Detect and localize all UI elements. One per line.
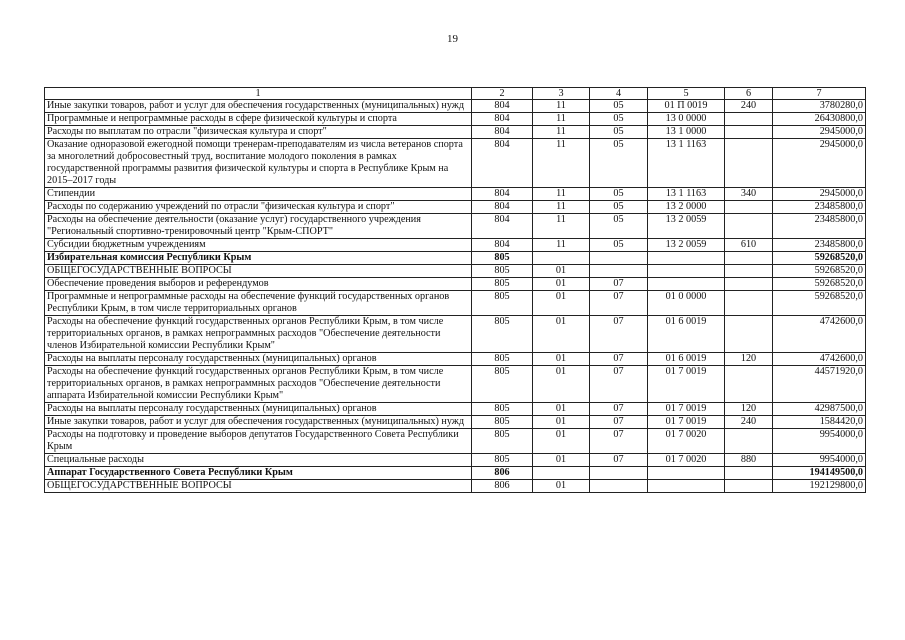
row-subsection: 05 bbox=[590, 214, 648, 239]
row-subsection: 05 bbox=[590, 239, 648, 252]
table-row bbox=[45, 100, 866, 113]
row-expense-type bbox=[725, 113, 773, 126]
row-target-article: 13 2 0000 bbox=[648, 201, 725, 214]
table-row bbox=[45, 316, 866, 353]
row-target-article: 01 6 0019 bbox=[648, 353, 725, 366]
row-amount: 2945000,0 bbox=[773, 188, 866, 201]
row-section: 01 bbox=[533, 278, 590, 291]
row-subsection: 05 bbox=[590, 100, 648, 113]
row-description: Расходы на обеспечение функций государственных органов Республики Крым, в том числе территориальных органов, в рамках непрограммных расходов "Обеспечение деятельности членов Избирательной комиссии Республики Крым" bbox=[45, 316, 472, 353]
header-col-1: 1 bbox=[45, 88, 472, 100]
row-amount: 4742600,0 bbox=[773, 353, 866, 366]
row-subsection: 07 bbox=[590, 291, 648, 316]
table-row bbox=[45, 480, 866, 493]
row-description: Расходы на обеспечение функций государственных органов Республики Крым, в том числе территориальных органов, в рамках непрограммных расходов "Обеспечение деятельности аппарата Избирательной комиссии Республики Крым" bbox=[45, 366, 472, 403]
row-expense-type: 610 bbox=[725, 239, 773, 252]
header-col-2: 2 bbox=[472, 88, 533, 100]
table-row bbox=[45, 403, 866, 416]
row-subsection: 05 bbox=[590, 139, 648, 188]
row-subsection: 07 bbox=[590, 353, 648, 366]
table-row bbox=[45, 214, 866, 239]
row-target-article bbox=[648, 252, 725, 265]
row-dept-code: 806 bbox=[472, 480, 533, 493]
header-col-5: 5 bbox=[648, 88, 725, 100]
row-amount: 23485800,0 bbox=[773, 214, 866, 239]
row-expense-type bbox=[725, 252, 773, 265]
table-body bbox=[45, 100, 866, 493]
table-row bbox=[45, 201, 866, 214]
row-amount: 4742600,0 bbox=[773, 316, 866, 353]
row-expense-type bbox=[725, 214, 773, 239]
row-target-article bbox=[648, 480, 725, 493]
table-row bbox=[45, 429, 866, 454]
row-dept-code: 805 bbox=[472, 353, 533, 366]
row-description: Программные и непрограммные расходы на обеспечение функций государственных органов Республики Крым, в том числе территориальных органов bbox=[45, 291, 472, 316]
row-dept-code: 805 bbox=[472, 454, 533, 467]
row-subsection: 05 bbox=[590, 188, 648, 201]
row-expense-type: 880 bbox=[725, 454, 773, 467]
row-target-article: 13 1 1163 bbox=[648, 188, 725, 201]
row-amount: 44571920,0 bbox=[773, 366, 866, 403]
row-amount: 26430800,0 bbox=[773, 113, 866, 126]
row-section bbox=[533, 252, 590, 265]
row-subsection: 07 bbox=[590, 278, 648, 291]
row-description: Расходы на обеспечение деятельности (оказание услуг) государственного учреждения "Региональный спортивно-тренировочный центр "Крым-СПОРТ" bbox=[45, 214, 472, 239]
row-expense-type bbox=[725, 429, 773, 454]
row-subsection bbox=[590, 480, 648, 493]
row-description: Программные и непрограммные расходы в сфере физической культуры и спорта bbox=[45, 113, 472, 126]
row-description: Избирательная комиссия Республики Крым bbox=[45, 252, 472, 265]
row-amount: 192129800,0 bbox=[773, 480, 866, 493]
row-target-article: 01 0 0000 bbox=[648, 291, 725, 316]
row-section: 11 bbox=[533, 100, 590, 113]
row-section: 01 bbox=[533, 353, 590, 366]
row-dept-code: 805 bbox=[472, 252, 533, 265]
table-row bbox=[45, 278, 866, 291]
row-target-article: 01 7 0019 bbox=[648, 366, 725, 403]
row-section: 01 bbox=[533, 454, 590, 467]
table-row bbox=[45, 467, 866, 480]
row-dept-code: 805 bbox=[472, 403, 533, 416]
row-target-article: 13 1 1163 bbox=[648, 139, 725, 188]
row-dept-code: 804 bbox=[472, 100, 533, 113]
row-section: 01 bbox=[533, 265, 590, 278]
table-row bbox=[45, 188, 866, 201]
row-dept-code: 805 bbox=[472, 366, 533, 403]
row-description: Аппарат Государственного Совета Республики Крым bbox=[45, 467, 472, 480]
row-amount: 59268520,0 bbox=[773, 265, 866, 278]
row-subsection: 07 bbox=[590, 454, 648, 467]
row-expense-type bbox=[725, 316, 773, 353]
row-description: Расходы по содержанию учреждений по отрасли "физическая культура и спорт" bbox=[45, 201, 472, 214]
row-target-article: 13 2 0059 bbox=[648, 239, 725, 252]
row-subsection bbox=[590, 265, 648, 278]
row-amount: 59268520,0 bbox=[773, 252, 866, 265]
row-section: 11 bbox=[533, 139, 590, 188]
row-description: Иные закупки товаров, работ и услуг для обеспечения государственных (муниципальных) нужд bbox=[45, 416, 472, 429]
row-expense-type: 240 bbox=[725, 416, 773, 429]
row-amount: 194149500,0 bbox=[773, 467, 866, 480]
row-target-article bbox=[648, 265, 725, 278]
row-description: Субсидии бюджетным учреждениям bbox=[45, 239, 472, 252]
row-dept-code: 805 bbox=[472, 291, 533, 316]
row-description: Специальные расходы bbox=[45, 454, 472, 467]
row-description: Расходы на выплаты персоналу государственных (муниципальных) органов bbox=[45, 353, 472, 366]
row-expense-type: 120 bbox=[725, 353, 773, 366]
row-section: 01 bbox=[533, 480, 590, 493]
row-section: 11 bbox=[533, 201, 590, 214]
table-row bbox=[45, 126, 866, 139]
row-dept-code: 804 bbox=[472, 113, 533, 126]
row-dept-code: 806 bbox=[472, 467, 533, 480]
row-description: ОБЩЕГОСУДАРСТВЕННЫЕ ВОПРОСЫ bbox=[45, 480, 472, 493]
row-expense-type: 120 bbox=[725, 403, 773, 416]
row-dept-code: 805 bbox=[472, 416, 533, 429]
header-col-7: 7 bbox=[773, 88, 866, 100]
table-row bbox=[45, 239, 866, 252]
row-amount: 2945000,0 bbox=[773, 139, 866, 188]
row-expense-type bbox=[725, 201, 773, 214]
row-section: 01 bbox=[533, 416, 590, 429]
row-dept-code: 804 bbox=[472, 188, 533, 201]
row-target-article: 01 П 0019 bbox=[648, 100, 725, 113]
row-dept-code: 805 bbox=[472, 429, 533, 454]
row-expense-type: 240 bbox=[725, 100, 773, 113]
table-row bbox=[45, 291, 866, 316]
row-amount: 59268520,0 bbox=[773, 278, 866, 291]
row-section: 01 bbox=[533, 403, 590, 416]
budget-table bbox=[44, 87, 866, 493]
table-row bbox=[45, 366, 866, 403]
table-row bbox=[45, 113, 866, 126]
row-expense-type bbox=[725, 278, 773, 291]
row-target-article: 13 2 0059 bbox=[648, 214, 725, 239]
row-section: 11 bbox=[533, 126, 590, 139]
row-subsection: 05 bbox=[590, 201, 648, 214]
table-row bbox=[45, 353, 866, 366]
row-target-article: 01 7 0020 bbox=[648, 454, 725, 467]
header-col-3: 3 bbox=[533, 88, 590, 100]
row-dept-code: 804 bbox=[472, 201, 533, 214]
row-subsection: 07 bbox=[590, 366, 648, 403]
row-target-article: 13 1 0000 bbox=[648, 126, 725, 139]
row-subsection bbox=[590, 467, 648, 480]
row-description: ОБЩЕГОСУДАРСТВЕННЫЕ ВОПРОСЫ bbox=[45, 265, 472, 278]
row-expense-type: 340 bbox=[725, 188, 773, 201]
row-target-article: 01 7 0020 bbox=[648, 429, 725, 454]
row-section: 01 bbox=[533, 429, 590, 454]
row-amount: 9954000,0 bbox=[773, 454, 866, 467]
table-row bbox=[45, 454, 866, 467]
row-dept-code: 805 bbox=[472, 278, 533, 291]
table-row bbox=[45, 139, 866, 188]
row-amount: 23485800,0 bbox=[773, 201, 866, 214]
row-dept-code: 805 bbox=[472, 316, 533, 353]
table-header-row bbox=[45, 88, 866, 100]
row-subsection: 07 bbox=[590, 416, 648, 429]
row-subsection: 05 bbox=[590, 126, 648, 139]
row-target-article: 01 6 0019 bbox=[648, 316, 725, 353]
table-row bbox=[45, 252, 866, 265]
row-expense-type bbox=[725, 467, 773, 480]
row-description: Расходы по выплатам по отрасли "физическая культура и спорт" bbox=[45, 126, 472, 139]
header-col-4: 4 bbox=[590, 88, 648, 100]
row-amount: 59268520,0 bbox=[773, 291, 866, 316]
row-expense-type bbox=[725, 126, 773, 139]
row-description: Оказание одноразовой ежегодной помощи тренерам-преподавателям из числа ветеранов спорта за многолетний добросовестный труд, воспитание молодого поколения в рамках государственной программы развития физической культуры и спорта в Республике Крым на 2015–2017 годы bbox=[45, 139, 472, 188]
row-description: Расходы на выплаты персоналу государственных (муниципальных) органов bbox=[45, 403, 472, 416]
row-amount: 1584420,0 bbox=[773, 416, 866, 429]
row-expense-type bbox=[725, 291, 773, 316]
row-target-article: 01 7 0019 bbox=[648, 416, 725, 429]
row-section: 01 bbox=[533, 316, 590, 353]
row-expense-type bbox=[725, 480, 773, 493]
row-section bbox=[533, 467, 590, 480]
row-description: Расходы на подготовку и проведение выборов депутатов Государственного Совета Республики Крым bbox=[45, 429, 472, 454]
row-target-article: 13 0 0000 bbox=[648, 113, 725, 126]
row-subsection: 07 bbox=[590, 429, 648, 454]
page-number: 19 bbox=[447, 33, 458, 45]
row-dept-code: 804 bbox=[472, 239, 533, 252]
row-amount: 9954000,0 bbox=[773, 429, 866, 454]
table-row bbox=[45, 265, 866, 278]
row-subsection: 05 bbox=[590, 113, 648, 126]
row-section: 01 bbox=[533, 366, 590, 403]
row-dept-code: 804 bbox=[472, 214, 533, 239]
row-subsection bbox=[590, 252, 648, 265]
row-expense-type bbox=[725, 366, 773, 403]
row-target-article bbox=[648, 278, 725, 291]
row-target-article: 01 7 0019 bbox=[648, 403, 725, 416]
row-expense-type bbox=[725, 265, 773, 278]
row-description: Стипендии bbox=[45, 188, 472, 201]
row-section: 01 bbox=[533, 291, 590, 316]
row-dept-code: 804 bbox=[472, 126, 533, 139]
row-amount: 2945000,0 bbox=[773, 126, 866, 139]
table-row bbox=[45, 416, 866, 429]
row-description: Обеспечение проведения выборов и референдумов bbox=[45, 278, 472, 291]
row-dept-code: 804 bbox=[472, 139, 533, 188]
row-description: Иные закупки товаров, работ и услуг для обеспечения государственных (муниципальных) нужд bbox=[45, 100, 472, 113]
row-amount: 42987500,0 bbox=[773, 403, 866, 416]
row-section: 11 bbox=[533, 214, 590, 239]
row-expense-type bbox=[725, 139, 773, 188]
row-dept-code: 805 bbox=[472, 265, 533, 278]
row-amount: 23485800,0 bbox=[773, 239, 866, 252]
row-amount: 3780280,0 bbox=[773, 100, 866, 113]
row-section: 11 bbox=[533, 188, 590, 201]
header-col-6: 6 bbox=[725, 88, 773, 100]
row-section: 11 bbox=[533, 113, 590, 126]
row-subsection: 07 bbox=[590, 316, 648, 353]
row-target-article bbox=[648, 467, 725, 480]
row-subsection: 07 bbox=[590, 403, 648, 416]
row-section: 11 bbox=[533, 239, 590, 252]
